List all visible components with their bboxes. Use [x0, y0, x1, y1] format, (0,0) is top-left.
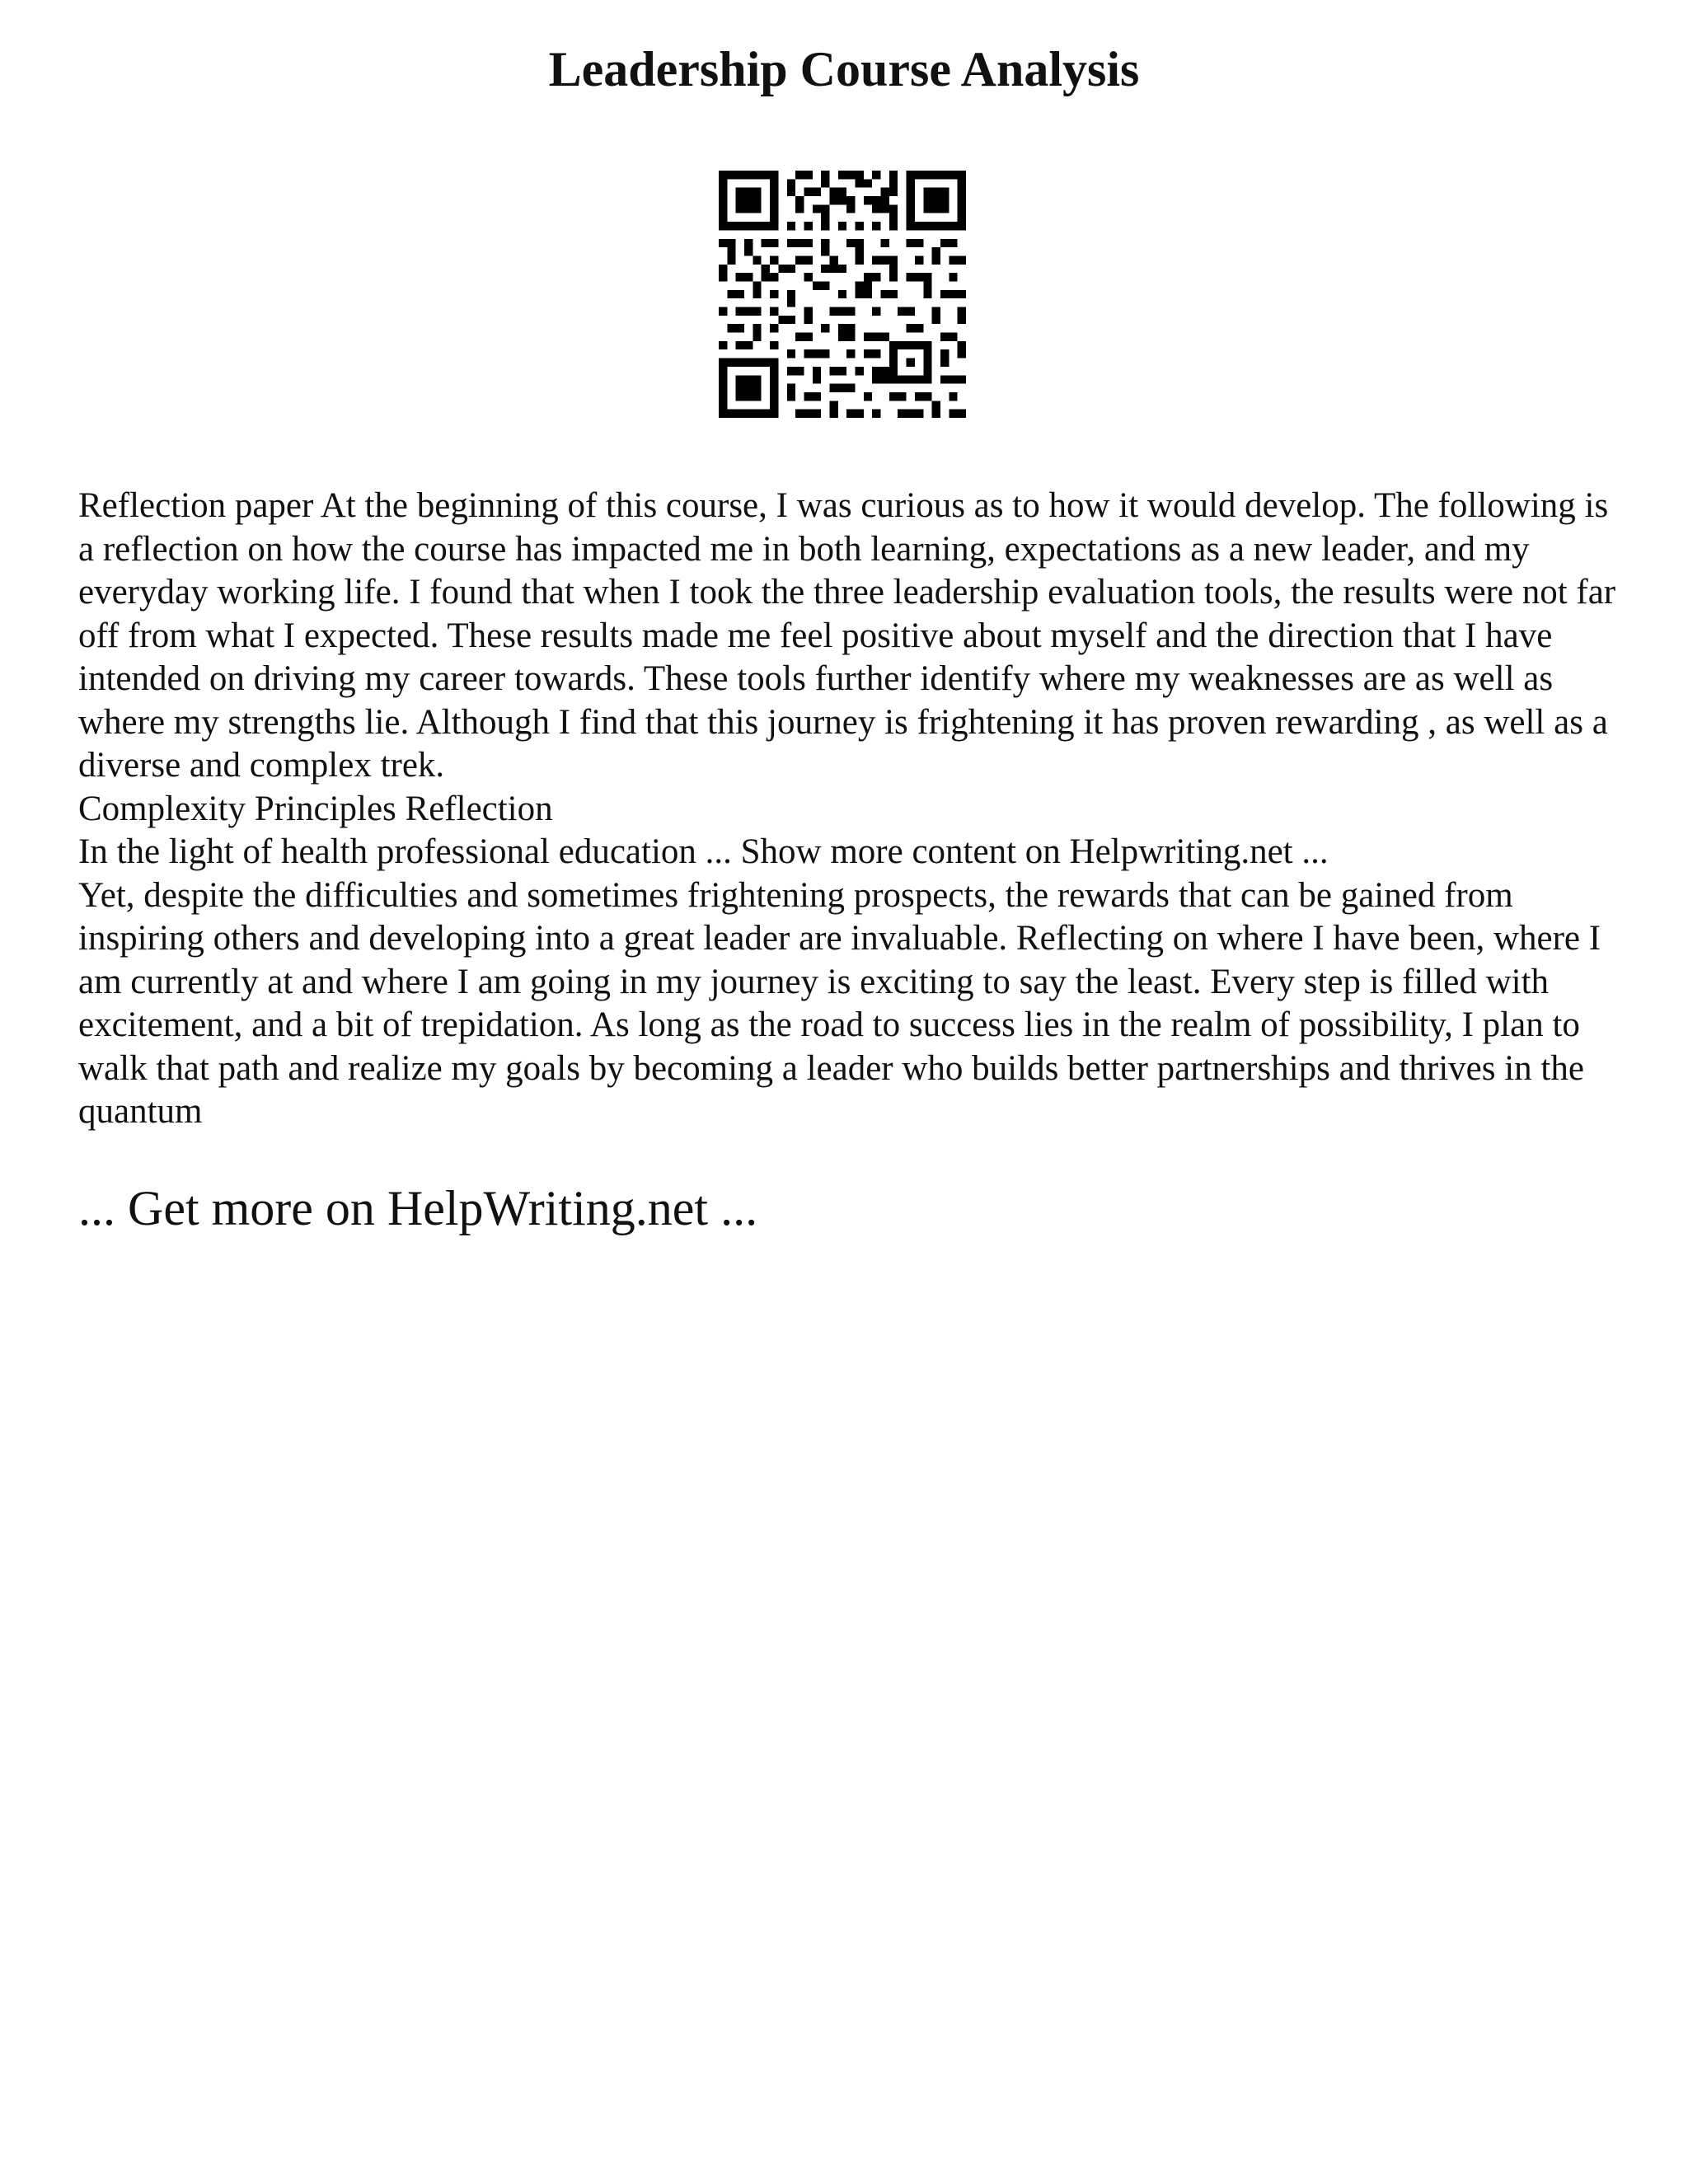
section-heading: Complexity Principles Reflection [78, 789, 553, 828]
get-more-link[interactable]: ... Get more on HelpWriting.net ... [78, 1181, 758, 1235]
excerpt-line: In the light of health professional education ... Show more content on Helpwriting.net ... [78, 832, 1329, 871]
qr-code-icon [719, 171, 966, 418]
closing-paragraph: Yet, despite the difficulties and sometimes frightening prospects, the rewards that can be gained from inspiring others and developing into a great leader are invaluable. Reflecting on where I have been, where I am currently at and where I am going in my journey is exciting to say the least. Every step is filled with excitement, and a bit of trepidation. As long as the road to success lies in the realm of possibility, I plan to walk that path and realize my goals by becoming a leader who builds better partnerships and thrives in the quantum [78, 875, 1601, 1131]
reflection-paragraph: Reflection paper At the beginning of this course, I was curious as to how it would develop. The following is a reflection on how the course has impacted me in both learning, expectations as a new leader, and my everyday working life. I found that when I took the three leadership evaluation tools, the results were not far off from what I expected. These results made me feel positive about myself and the direction that I have intended on driving my career towards. These tools further identify where my weaknesses are as well as where my strengths lie. Although I find that this journey is frightening it has proven rewarding , as well as a diverse and complex trek. [78, 486, 1616, 785]
page-title: Leadership Course Analysis [548, 42, 1140, 96]
body-text [78, 485, 1628, 1134]
